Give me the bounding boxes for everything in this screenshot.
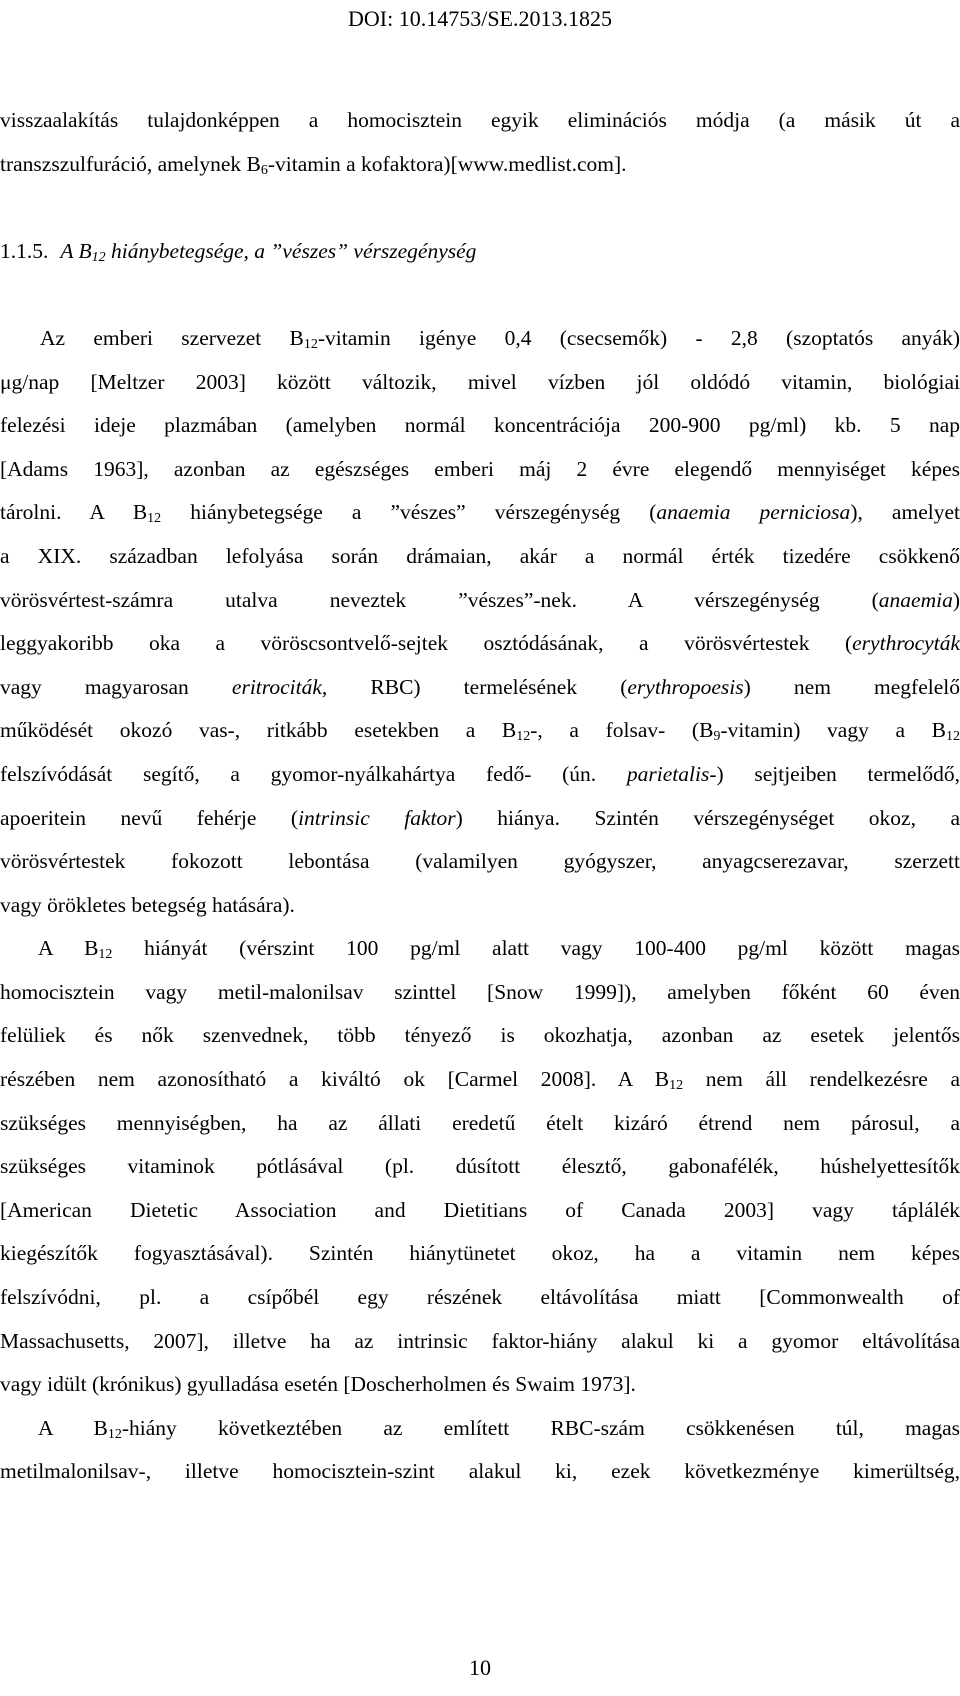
text-line: homocisztein vagy metil-malonilsav szinttel [Snow 1999]), amelyben főként 60 éven	[0, 979, 960, 1004]
text-line: felüliek és nők szenvednek, több tényező is okozhatja, azonban az esetek jelentős	[0, 1023, 960, 1048]
text-line: A $B_{12}$-hiány következtében az említett RBC-szám csökkenésen túl, magas	[38, 1415, 960, 1442]
subscript: 12	[303, 336, 318, 352]
subscript: 9	[713, 729, 721, 745]
text-line: szükséges mennyiségben, ha az állati eredetű ételt kizáró étrend nem párosul, a	[0, 1110, 960, 1135]
text-line: felszívódását segítő, a gyomor-nyálkahártya fedő- (ún. parietalis-) sejtjeiben termelődő,	[0, 761, 960, 786]
text-line: [American Dietetic Association and Dietitians of Canada 2003] vagy táplálék	[0, 1197, 960, 1222]
paragraph-2	[0, 927, 960, 1407]
text-line: működését okozó vas-, ritkább esetekben a $B_{12}-$, a folsav- $(B_9-vitamin)$ vagy a $B_{12}$	[0, 718, 960, 745]
spacer	[0, 273, 960, 317]
text-line: vagy magyarosan eritrociták, RBC) termelésének (erythropoesis) nem megfelelő	[0, 674, 960, 699]
subscript: 6	[260, 162, 268, 178]
subscript: 12	[98, 947, 113, 963]
text-line: részében nem azonosítható a kiváltó ok [Carmel 2008]. A $B_{12}$ nem áll rendelkezésre a	[0, 1067, 960, 1094]
text-line: Az emberi szervezet $B_{12}$-vitamin igénye 0,4 (csecsemők) - 2,8 (szoptatós anyák)	[40, 325, 960, 352]
text-line: transzszulfuráció, amelynek $B_6$-vitamin a kofaktora)[www.medlist.com].	[0, 151, 627, 178]
text-line: leggyakoribb oka a vöröscsontvelő-sejtek osztódásának, a vörösvértestek (erythrocyták	[0, 631, 960, 656]
text-line: tárolni. A $B_{12}$ hiánybetegsége a ”vészes” vérszegénység (anaemia perniciosa), amelyet	[0, 500, 960, 527]
subscript: 12	[91, 249, 106, 265]
doi-header: DOI: 10.14753/SE.2013.1825	[348, 6, 612, 31]
subscript: 12	[946, 729, 960, 745]
text-line: metilmalonilsav-, illetve homocisztein-szint alakul ki, ezek következménye kimerültség,	[0, 1459, 960, 1484]
text-line: a XIX. században lefolyása során drámaian, akár a normál érték tizedére csökkenő	[0, 543, 960, 568]
text-line: felszívódni, pl. a csípőbél egy részének eltávolítása miatt [Commonwealth of	[0, 1285, 960, 1310]
text-line: μg/nap [Meltzer 2003] között változik, mivel vízben jól oldódó vitamin, biológiai	[0, 369, 960, 394]
page-number: 10	[469, 1655, 491, 1680]
text-line: kiegészítők fogyasztásával). Szintén hiánytünetet okoz, ha a vitamin nem képes	[0, 1241, 960, 1266]
spacer	[0, 186, 960, 230]
text-line: A $B_{12}$ hiányát (vérszint 100 pg/ml alatt vagy 100-400 pg/ml között magas	[38, 936, 960, 963]
text-line: felezési ideje plazmában (amelyben normál koncentrációja 200-900 pg/ml) kb. 5 nap	[0, 413, 960, 438]
text-line: vörösvértestek fokozott lebontása (valamilyen gyógyszer, anyagcserezavar, szerzett	[0, 849, 960, 874]
subscript: 12	[516, 729, 531, 745]
text-line: Massachusetts, 2007], illetve ha az intrinsic faktor-hiány alakul ki a gyomor eltávolítása	[0, 1328, 960, 1353]
text-line: vörösvértest-számra utalva neveztek ”vészes”-nek. A vérszegénység (anaemia)	[0, 587, 960, 612]
text-line: visszaalakítás tulajdonképpen a homocisztein egyik eliminációs módja (a másik út a	[0, 108, 960, 132]
text-line: szükséges vitaminok pótlásával (pl. dúsított élesztő, gabonafélék, húshelyettesítők	[0, 1154, 960, 1179]
section-number: 1.1.5.	[0, 238, 49, 263]
section-heading: 1.1.5. A $B_{12}$ hiánybetegsége, a ”vészes” vérszegénység	[0, 238, 477, 265]
document-body	[0, 99, 960, 1494]
subscript: 12	[147, 511, 162, 527]
paragraph-3	[0, 1407, 960, 1494]
paragraph-1	[0, 317, 960, 927]
subscript: 12	[669, 1078, 684, 1094]
intro-paragraph	[0, 99, 960, 186]
text-line: [Adams 1963], azonban az egészséges emberi máj 2 évre elegendő mennyiséget képes	[0, 456, 960, 481]
text-line: apoeritein nevű fehérje (intrinsic faktor) hiánya. Szintén vérszegénységet okoz, a	[0, 805, 960, 830]
text-line: vagy örökletes betegség hatására).	[0, 892, 295, 917]
text-line: vagy idült (krónikus) gyulladása esetén [Doscherholmen és Swaim 1973].	[0, 1372, 636, 1397]
subscript: 12	[107, 1426, 122, 1442]
